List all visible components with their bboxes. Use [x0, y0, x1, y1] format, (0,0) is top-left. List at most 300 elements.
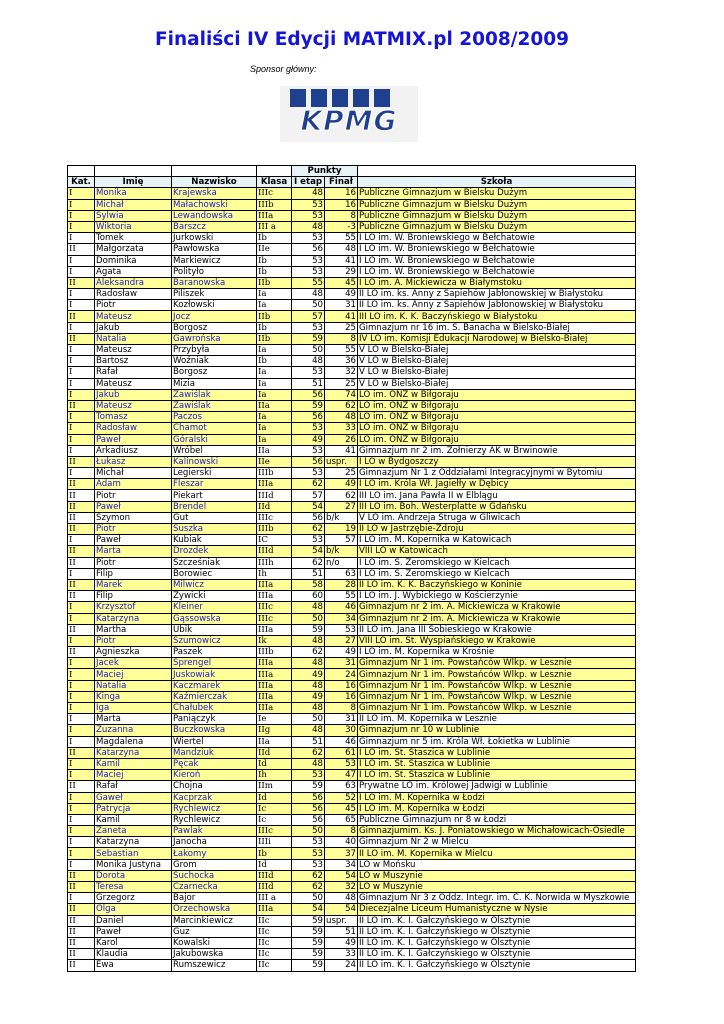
cell-final: 49 — [325, 937, 358, 948]
cell-nazwisko: Janocha — [172, 837, 257, 848]
cell-imie: Olga — [95, 904, 172, 915]
table-row — [68, 199, 636, 210]
cell-imie: Maciej — [95, 770, 172, 781]
cell-klasa: IIIa — [257, 479, 292, 490]
cell-etap: 59 — [292, 960, 325, 971]
cell-szkola: Gimnazjum Nr 1 im. Powstańców Wlkp. w Lesznie — [358, 691, 636, 702]
cell-szkola: IV LO im. Komisji Edukacji Narodowej w Bielsko-Białej — [358, 333, 636, 344]
cell-szkola: Publiczne Gimnazjum w Bielsku Dużym — [358, 199, 636, 210]
cell-final: 8 — [325, 703, 358, 714]
cell-kat: II — [68, 937, 95, 948]
cell-imie: Arkadiusz — [95, 445, 172, 456]
table-row — [68, 378, 636, 389]
cell-klasa: IIIa — [257, 579, 292, 590]
cell-final — [325, 546, 358, 557]
cell-kat: I — [68, 445, 95, 456]
cell-final: 46 — [325, 736, 358, 747]
cell-kat: I — [68, 233, 95, 244]
cell-etap: 59 — [292, 915, 325, 926]
cell-imie: Gaweł — [95, 792, 172, 803]
table-row — [68, 277, 636, 288]
cell-etap: 48 — [292, 725, 325, 736]
cell-imie: Natalia — [95, 333, 172, 344]
cell-nazwisko: Drozdek — [172, 546, 257, 557]
cell-final: 53 — [325, 624, 358, 635]
cell-szkola: I LO im. A. Mickiewicza w Białymstoku — [358, 277, 636, 288]
table-row — [68, 423, 636, 434]
cell-nazwisko: Gut — [172, 512, 257, 523]
cell-final: 54 — [325, 904, 358, 915]
cell-final: 32 — [325, 367, 358, 378]
cell-kat: I — [68, 602, 95, 613]
cell-imie: Ewa — [95, 960, 172, 971]
cell-nazwisko: Orzechowska — [172, 904, 257, 915]
cell-etap: 62 — [292, 524, 325, 535]
cell-kat: II — [68, 277, 95, 288]
cell-etap: 48 — [292, 356, 325, 367]
document-title: Finaliści IV Edycji MATMIX.pl 2008/2009 — [154, 29, 569, 50]
cell-kat: I — [68, 535, 95, 546]
cell-final: 19 — [325, 524, 358, 535]
cell-kat: I — [68, 736, 95, 747]
table-row — [68, 837, 636, 848]
table-row — [68, 255, 636, 266]
svg-text:KPMG: KPMG — [300, 104, 398, 137]
cell-klasa: IIc — [257, 949, 292, 960]
cell-szkola: V LO w Bielsko-Białej — [358, 356, 636, 367]
cell-nazwisko: Zawiślak — [172, 400, 257, 411]
cell-kat: I — [68, 859, 95, 870]
cell-nazwisko: Bajor — [172, 893, 257, 904]
cell-etap: 48 — [292, 680, 325, 691]
cell-klasa: IId — [257, 501, 292, 512]
cell-szkola: I LO im. M. Kopernika w Łodzi — [358, 792, 636, 803]
cell-nazwisko: Jakubowska — [172, 949, 257, 960]
table-row — [68, 412, 636, 423]
cell-kat: II — [68, 926, 95, 937]
table-row — [68, 356, 636, 367]
cell-final: 41 — [325, 311, 358, 322]
cell-final: 31 — [325, 658, 358, 669]
cell-nazwisko: Fleszar — [172, 479, 257, 490]
cell-szkola: II LO im. M. Kopernika w Mielcu — [358, 848, 636, 859]
cell-nazwisko: Góralski — [172, 434, 257, 445]
cell-imie: Agnieszka — [95, 647, 172, 658]
cell-klasa: Id — [257, 859, 292, 870]
cell-etap: 56 — [292, 389, 325, 400]
cell-etap: 60 — [292, 591, 325, 602]
cell-nazwisko: Kieroń — [172, 770, 257, 781]
cell-nazwisko: Barszcz — [172, 221, 257, 232]
points-group-header: Punkty — [292, 166, 358, 177]
table-row — [68, 960, 636, 971]
cell-kat: I — [68, 356, 95, 367]
cell-etap: 59 — [292, 937, 325, 948]
table-row — [68, 680, 636, 691]
cell-etap: 58 — [292, 579, 325, 590]
cell-kat: II — [68, 882, 95, 893]
table-row — [68, 859, 636, 870]
cell-imie: Szymon — [95, 512, 172, 523]
cell-nazwisko: Chałubek — [172, 703, 257, 714]
cell-kat: II — [68, 490, 95, 501]
cell-final — [325, 915, 358, 926]
cell-etap: 59 — [292, 400, 325, 411]
cell-klasa: Ic — [257, 814, 292, 825]
table-row — [68, 725, 636, 736]
cell-etap: 48 — [292, 602, 325, 613]
cell-final: 28 — [325, 579, 358, 590]
cell-imie: Piotr — [95, 635, 172, 646]
cell-klasa: IIa — [257, 736, 292, 747]
cell-final: 33 — [325, 949, 358, 960]
cell-szkola: LO w Mońsku — [358, 859, 636, 870]
cell-etap: 53 — [292, 535, 325, 546]
table-row — [68, 758, 636, 769]
cell-szkola: II LO im. K. I. Gałczyńskiego w Olsztynie — [358, 960, 636, 971]
cell-imie: Piotr — [95, 524, 172, 535]
table-row — [68, 736, 636, 747]
table-row — [68, 568, 636, 579]
cell-imie: Marta — [95, 714, 172, 725]
cell-kat: II — [68, 400, 95, 411]
cell-imie: Małgorzata — [95, 244, 172, 255]
cell-klasa: IIg — [257, 725, 292, 736]
table-row — [68, 613, 636, 624]
cell-klasa: IIb — [257, 333, 292, 344]
table-row — [68, 546, 636, 557]
cell-kat: I — [68, 758, 95, 769]
cell-imie: Paweł — [95, 535, 172, 546]
cell-nazwisko: Czarnecka — [172, 882, 257, 893]
cell-szkola: II LO im. K. I. Gałczyńskiego w Olsztynie — [358, 915, 636, 926]
cell-klasa: IIIh — [257, 557, 292, 568]
cell-final: 33 — [325, 423, 358, 434]
cell-kat: I — [68, 725, 95, 736]
cell-imie: Paweł — [95, 501, 172, 512]
cell-nazwisko: Pęcak — [172, 758, 257, 769]
cell-szkola: Gimnazjumim. Ks. J. Poniatowskiego w Michałowicach-Osiedle — [358, 826, 636, 837]
cell-klasa: IIc — [257, 915, 292, 926]
final-note: n/o — [326, 557, 340, 568]
cell-kat: I — [68, 669, 95, 680]
cell-nazwisko: Kacprzak — [172, 792, 257, 803]
cell-etap: 53 — [292, 210, 325, 221]
cell-imie: Katarzyna — [95, 747, 172, 758]
cell-szkola: VIII LO w Katowicach — [358, 546, 636, 557]
cell-szkola: Gimnazjum Nr 1 im. Powstańców Wlkp. w Lesznie — [358, 669, 636, 680]
cell-szkola: LO w Muszynie — [358, 882, 636, 893]
cell-klasa: IId — [257, 747, 292, 758]
cell-nazwisko: Suszka — [172, 524, 257, 535]
cell-kat: I — [68, 412, 95, 423]
cell-etap: 48 — [292, 758, 325, 769]
cell-etap: 53 — [292, 322, 325, 333]
table-row — [68, 266, 636, 277]
cell-szkola: II LO w Jastrzębie-Zdroju — [358, 524, 636, 535]
cell-final: 34 — [325, 859, 358, 870]
final-note: uspr. — [326, 915, 347, 926]
cell-szkola: I LO im. W. Broniewskiego w Bełchatowie — [358, 255, 636, 266]
cell-kat: I — [68, 423, 95, 434]
cell-imie: Magdalena — [95, 736, 172, 747]
cell-imie: Mateusz — [95, 378, 172, 389]
cell-nazwisko: Gawrońska — [172, 333, 257, 344]
table-row — [68, 557, 636, 568]
cell-kat: II — [68, 960, 95, 971]
cell-nazwisko: Sprengel — [172, 658, 257, 669]
final-note: b/k — [326, 512, 340, 523]
table-row — [68, 579, 636, 590]
cell-final: 51 — [325, 926, 358, 937]
cell-final: 31 — [325, 300, 358, 311]
cell-etap: 62 — [292, 479, 325, 490]
cell-final: 47 — [325, 770, 358, 781]
cell-klasa: IIIb — [257, 647, 292, 658]
cell-imie: Zaneta — [95, 826, 172, 837]
table-row — [68, 591, 636, 602]
cell-szkola: LO im. ONZ w Biłgoraju — [358, 412, 636, 423]
cell-final: 8 — [325, 210, 358, 221]
table-header-row-top — [68, 166, 636, 177]
finalists-table — [67, 165, 636, 972]
cell-nazwisko: Żywicki — [172, 591, 257, 602]
cell-final: -3 — [325, 221, 358, 232]
cell-final — [325, 456, 358, 467]
cell-nazwisko: Wiertel — [172, 736, 257, 747]
cell-kat: I — [68, 300, 95, 311]
cell-imie: Grzegorz — [95, 893, 172, 904]
cell-etap: 56 — [292, 456, 325, 467]
cell-nazwisko: Paniączyk — [172, 714, 257, 725]
cell-szkola: V LO w Bielsko-Białej — [358, 378, 636, 389]
cell-final: 49 — [325, 647, 358, 658]
cell-klasa: Ib — [257, 356, 292, 367]
cell-nazwisko: Borowiec — [172, 568, 257, 579]
table-row — [68, 434, 636, 445]
cell-nazwisko: Pawłowska — [172, 244, 257, 255]
cell-imie: Wiktoria — [95, 221, 172, 232]
cell-kat: I — [68, 691, 95, 702]
cell-kat: I — [68, 378, 95, 389]
cell-etap: 48 — [292, 188, 325, 199]
cell-klasa: IIe — [257, 456, 292, 467]
cell-klasa: Ia — [257, 412, 292, 423]
table-row — [68, 703, 636, 714]
header-final: Finał — [325, 177, 358, 188]
cell-final: 16 — [325, 691, 358, 702]
cell-szkola: Gimnazjum nr 16 im. S. Banacha w Bielsko-Białej — [358, 322, 636, 333]
cell-etap: 50 — [292, 826, 325, 837]
table-row — [68, 848, 636, 859]
cell-kat: I — [68, 255, 95, 266]
cell-szkola: I LO im. W. Broniewskiego w Bełchatowie — [358, 233, 636, 244]
table-row — [68, 389, 636, 400]
table-row — [68, 535, 636, 546]
cell-final: 37 — [325, 848, 358, 859]
table-row — [68, 658, 636, 669]
table-row — [68, 445, 636, 456]
cell-nazwisko: Kozłowski — [172, 300, 257, 311]
cell-klasa: IIIa — [257, 703, 292, 714]
table-row — [68, 770, 636, 781]
cell-imie: Piotr — [95, 557, 172, 568]
cell-imie: Kamil — [95, 758, 172, 769]
cell-kat: I — [68, 613, 95, 624]
table-row — [68, 714, 636, 725]
cell-etap: 49 — [292, 434, 325, 445]
cell-imie: Katarzyna — [95, 837, 172, 848]
table-row — [68, 456, 636, 467]
table-row — [68, 647, 636, 658]
cell-nazwisko: Kowalski — [172, 937, 257, 948]
table-row — [68, 322, 636, 333]
cell-klasa: IIIa — [257, 904, 292, 915]
table-row — [68, 400, 636, 411]
cell-klasa: Ia — [257, 345, 292, 356]
cell-etap: 57 — [292, 311, 325, 322]
cell-nazwisko: Krajewska — [172, 188, 257, 199]
cell-nazwisko: Małachowski — [172, 199, 257, 210]
cell-kat: I — [68, 837, 95, 848]
cell-klasa: IIId — [257, 870, 292, 881]
cell-final: 25 — [325, 468, 358, 479]
cell-final: 62 — [325, 490, 358, 501]
cell-etap: 48 — [292, 658, 325, 669]
cell-etap: 53 — [292, 837, 325, 848]
cell-etap: 51 — [292, 568, 325, 579]
cell-final: 34 — [325, 613, 358, 624]
table-row — [68, 915, 636, 926]
cell-imie: Radosław — [95, 423, 172, 434]
cell-nazwisko: Juskowiak — [172, 669, 257, 680]
cell-imie: Sebastian — [95, 848, 172, 859]
cell-final: 41 — [325, 255, 358, 266]
table-row — [68, 289, 636, 300]
cell-szkola: Gimnazjum nr 5 im. Króla Wł. Łokietka w Lublinie — [358, 736, 636, 747]
cell-kat: I — [68, 848, 95, 859]
cell-imie: Paweł — [95, 926, 172, 937]
cell-szkola: II LO im. M. Kopernika w Lesznie — [358, 714, 636, 725]
cell-szkola: I LO im. S. Żeromskiego w Kielcach — [358, 557, 636, 568]
cell-imie: Kinga — [95, 691, 172, 702]
cell-imie: Teresa — [95, 882, 172, 893]
header-nazwisko: Nazwisko — [172, 177, 257, 188]
cell-szkola: I LO im. Króla Wł. Jagiełły w Dębicy — [358, 479, 636, 490]
table-row — [68, 814, 636, 825]
cell-final: 27 — [325, 501, 358, 512]
cell-final: 49 — [325, 289, 358, 300]
cell-etap: 56 — [292, 792, 325, 803]
cell-nazwisko: Mizia — [172, 378, 257, 389]
cell-szkola: II LO im. K. I. Gałczyńskiego w Olsztynie — [358, 926, 636, 937]
cell-imie: Martha — [95, 624, 172, 635]
cell-klasa: Id — [257, 758, 292, 769]
cell-szkola: Gimnazjum Nr 2 w Mielcu — [358, 837, 636, 848]
cell-final: 45 — [325, 277, 358, 288]
cell-nazwisko: Gąssowska — [172, 613, 257, 624]
cell-klasa: IIIc — [257, 602, 292, 613]
cell-kat: II — [68, 647, 95, 658]
cell-imie: Jacek — [95, 658, 172, 669]
cell-klasa: IIIa — [257, 591, 292, 602]
cell-etap: 53 — [292, 255, 325, 266]
cell-nazwisko: Kaczmarek — [172, 680, 257, 691]
cell-szkola: II LO im. K. I. Gałczyńskiego w Olsztynie — [358, 937, 636, 948]
cell-kat: II — [68, 915, 95, 926]
cell-nazwisko: Rychlewicz — [172, 803, 257, 814]
table-row — [68, 311, 636, 322]
cell-final: 16 — [325, 680, 358, 691]
cell-klasa: Ib — [257, 233, 292, 244]
cell-nazwisko: Brendel — [172, 501, 257, 512]
cell-imie: Marek — [95, 579, 172, 590]
table-row — [68, 244, 636, 255]
table-row — [68, 781, 636, 792]
cell-imie: Piotr — [95, 300, 172, 311]
header-szkola: Szkoła — [358, 177, 636, 188]
cell-szkola: Publiczne Gimnazjum w Bielsku Dużym — [358, 188, 636, 199]
cell-final: 57 — [325, 535, 358, 546]
cell-imie: Aleksandra — [95, 277, 172, 288]
cell-imie: Sylwia — [95, 210, 172, 221]
cell-etap: 59 — [292, 333, 325, 344]
table-row — [68, 345, 636, 356]
cell-kat: I — [68, 568, 95, 579]
cell-nazwisko: Borgosz — [172, 322, 257, 333]
cell-klasa: IIIa — [257, 669, 292, 680]
cell-klasa: Id — [257, 792, 292, 803]
cell-szkola: LO w Muszynie — [358, 870, 636, 881]
cell-etap: 59 — [292, 926, 325, 937]
cell-etap: 62 — [292, 870, 325, 881]
table-row — [68, 870, 636, 881]
cell-final: 53 — [325, 758, 358, 769]
cell-kat: I — [68, 289, 95, 300]
cell-etap: 49 — [292, 669, 325, 680]
cell-final: 52 — [325, 792, 358, 803]
table-row — [68, 468, 636, 479]
cell-final: 16 — [325, 199, 358, 210]
cell-klasa: IIIb — [257, 199, 292, 210]
cell-etap: 62 — [292, 647, 325, 658]
cell-final: 29 — [325, 266, 358, 277]
cell-imie: Michał — [95, 199, 172, 210]
cell-kat: I — [68, 635, 95, 646]
cell-kat: II — [68, 333, 95, 344]
cell-szkola: II LO im. Jana III Sobieskiego w Krakowie — [358, 624, 636, 635]
cell-nazwisko: Jocz — [172, 311, 257, 322]
cell-nazwisko: Borgosz — [172, 367, 257, 378]
cell-imie: Radosław — [95, 289, 172, 300]
cell-etap: 53 — [292, 233, 325, 244]
cell-szkola: II LO im. ks. Anny z Sapiehów Jabłonowskiej w Białystoku — [358, 300, 636, 311]
table-row — [68, 188, 636, 199]
cell-klasa: IIId — [257, 882, 292, 893]
cell-kat: II — [68, 456, 95, 467]
cell-nazwisko: Kalinowski — [172, 456, 257, 467]
cell-szkola: LO im. ONZ w Biłgoraju — [358, 423, 636, 434]
cell-final: 63 — [325, 568, 358, 579]
table-row — [68, 926, 636, 937]
cell-szkola: I LO im. St. Staszica w Lublinie — [358, 758, 636, 769]
cell-etap: 50 — [292, 613, 325, 624]
cell-nazwisko: Mandziuk — [172, 747, 257, 758]
cell-imie: Paweł — [95, 434, 172, 445]
cell-final: 30 — [325, 725, 358, 736]
cell-etap: 56 — [292, 803, 325, 814]
cell-imie: Kamil — [95, 814, 172, 825]
